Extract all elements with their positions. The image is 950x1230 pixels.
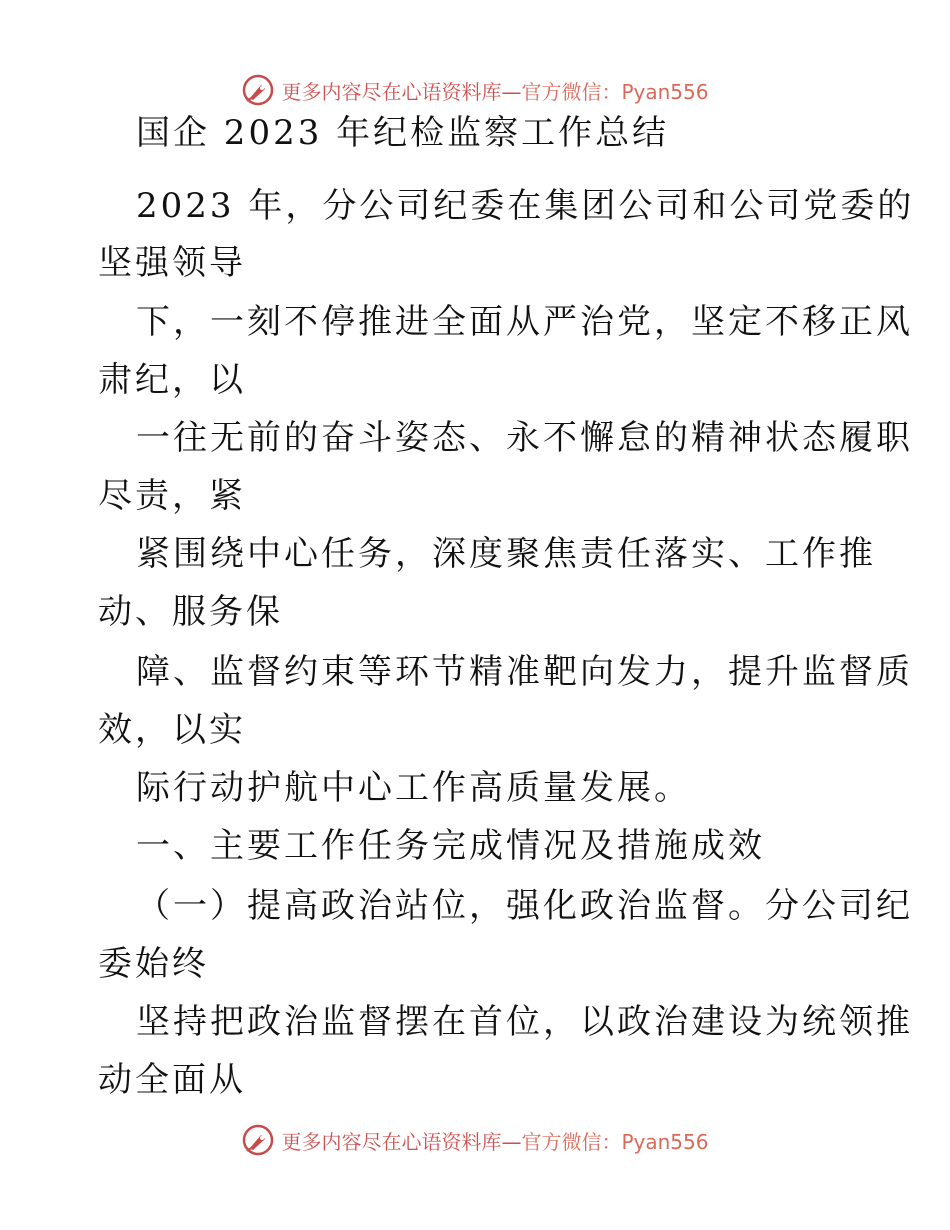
watermark-text	[281, 1126, 708, 1155]
paragraph-line: 下，一刻不停推进全面从严治党，坚定不移正风	[136, 302, 913, 342]
paragraph-line: 委始终	[98, 944, 209, 984]
watermark-footer	[0, 1120, 950, 1160]
subsection-heading: （一）提高政治站位，强化政治监督。分公司纪	[136, 886, 913, 926]
watermark-text	[281, 76, 708, 105]
paragraph-line: 一往无前的奋斗姿态、永不懈怠的精神状态履职	[136, 418, 913, 458]
paragraph-line: 动、服务保	[98, 592, 283, 632]
watermark-dash: —	[501, 79, 522, 104]
watermark-dash: —	[501, 1129, 522, 1154]
paragraph-line: 坚强领导	[98, 243, 246, 283]
paragraph-line: 际行动护航中心工作高质量发展。	[136, 768, 691, 808]
watermark-right-text: 官方微信：Pyan556	[521, 79, 709, 104]
watermark-left-text: 更多内容尽在心语资料库	[281, 1129, 502, 1154]
paragraph-line: 动全面从	[98, 1060, 246, 1100]
paragraph-line: 紧围绕中心任务，深度聚焦责任落实、工作推	[136, 534, 876, 574]
pen-nib-circle-icon	[241, 1123, 275, 1157]
paragraph-line: 尽责，紧	[98, 476, 246, 516]
watermark-left-text: 更多内容尽在心语资料库	[281, 79, 502, 104]
section-heading: 一、主要工作任务完成情况及措施成效	[136, 826, 765, 866]
watermark-header	[0, 70, 950, 110]
paragraph-line: 肃纪，以	[98, 360, 246, 400]
watermark-right-text: 官方微信：Pyan556	[521, 1129, 709, 1154]
document-title: 国企 2023 年纪检监察工作总结	[136, 113, 670, 153]
paragraph-line: 2023 年，分公司纪委在集团公司和公司党委的	[136, 186, 915, 226]
pen-nib-circle-icon	[241, 73, 275, 107]
paragraph-line: 效，以实	[98, 710, 246, 750]
paragraph-line: 坚持把政治监督摆在首位，以政治建设为统领推	[136, 1002, 913, 1042]
paragraph-line: 障、监督约束等环节精准靶向发力，提升监督质	[136, 652, 913, 692]
